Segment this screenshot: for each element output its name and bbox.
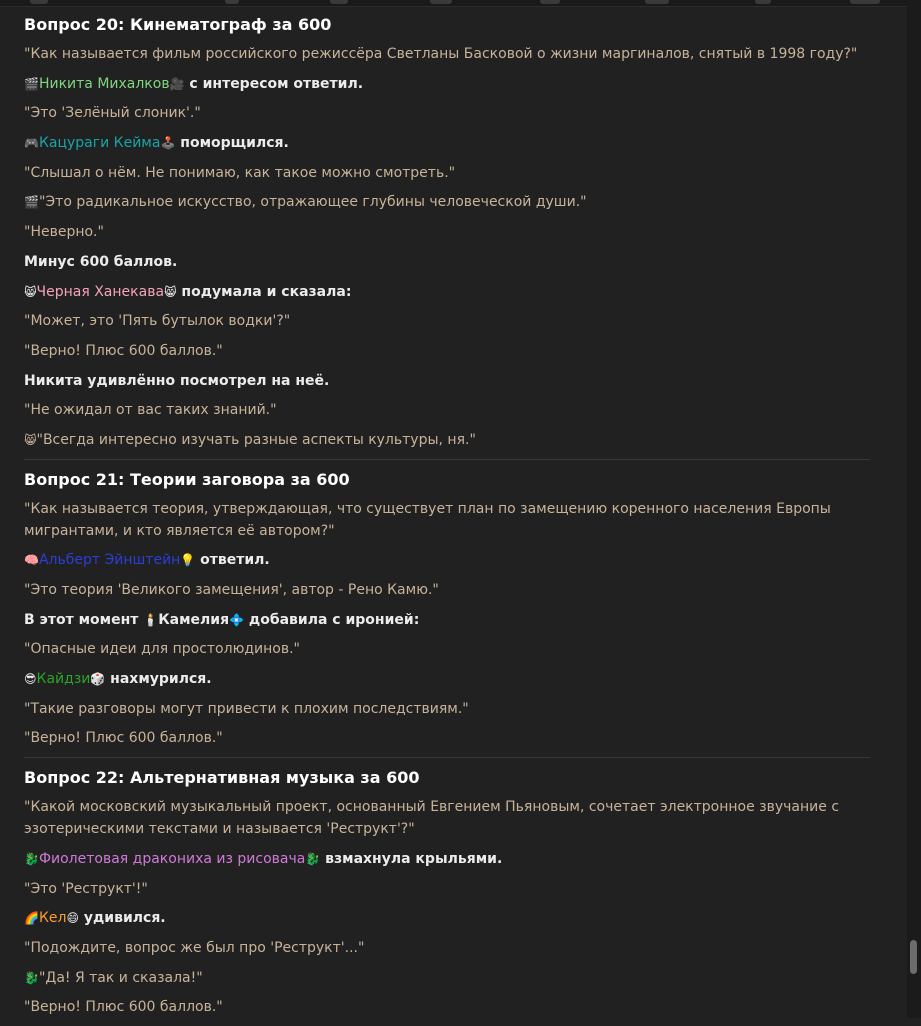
quote-line [24,579,894,601]
question-heading: Вопрос 20: Кинематограф за 600 [24,15,332,34]
character-name: Кацураги Кейма [38,135,161,152]
quote-text: "Верно! Плюс 600 баллов." [24,342,223,359]
quote-line [24,498,894,542]
quote-line [24,162,894,184]
quote-text: "Слышал о нём. Не понимаю, как такое можно смотреть." [24,164,456,181]
character-emoji-icon: 🕯️ [143,612,159,627]
quote-line [24,191,894,213]
action-text: нахмурился. [105,671,212,688]
quote-line [24,43,894,65]
quote-line [24,310,894,332]
action-line [24,848,894,870]
quote-text: "Верно! Плюс 600 баллов." [24,999,223,1016]
character-emoji-icon: 🐉 [305,851,321,866]
character-emoji-icon: 🐉 [24,851,39,866]
character-emoji-icon: 😄 [66,911,79,926]
character-name: Альберт Эйнштейн [38,552,181,569]
quote-line [24,698,894,720]
quote-text: "Всегда интересно изучать разные аспекты культуры, ня." [36,431,476,448]
section-divider [24,459,870,460]
quote-text: "Это 'Реструкт'!" [24,880,148,897]
action-text: добавила с иронией: [244,611,420,628]
quote-text: "Это 'Зелёный слоник'." [24,105,201,122]
quote-text: "Какой московский музыкальный проект, основанный Евгением Пьяновым, сочетает электронное звучание с эзотерическими текстами и называется 'Реструкт'?" [24,799,840,838]
speaker-emoji-icon: 🐉 [24,970,39,985]
quote-text: "Да! Я так и сказала!" [38,969,203,986]
character-name: Черная Ханекава [36,283,165,300]
toolbar-icon[interactable] [430,0,452,4]
narration-lead: В этот момент [24,611,144,628]
character-name: Камелия [158,611,230,628]
quote-text: "Может, это 'Пять бутылок водки'?" [24,313,291,330]
quote-text: "Это радикальное искусство, отражающее глубины человеческой души." [38,194,587,211]
section-divider [24,757,870,758]
quote-text: "Опасные идеи для простолюдинов." [24,641,300,658]
quote-line [24,796,894,840]
quote-line [24,727,894,749]
character-emoji-icon: 🎮 [24,136,39,151]
speaker-emoji-icon: 😸 [24,432,37,447]
toolbar-icon[interactable] [850,0,880,4]
action-text: удивился. [78,910,166,927]
character-emoji-icon: 😎 [24,672,37,687]
action-line [24,609,894,631]
quote-line [24,429,894,451]
character-emoji-icon: 😸 [24,284,37,299]
toolbar-icon[interactable] [225,0,239,4]
narration-line [24,251,894,273]
action-text: ответил. [195,552,270,569]
quote-text: "Неверно." [24,224,104,241]
quote-line [24,102,894,124]
quote-line [24,340,894,362]
narration-line [24,370,894,392]
quote-text: "Не ожидал от вас таких знаний." [24,402,277,419]
quote-text: "Подождите, вопрос же был про 'Реструкт'..." [24,939,365,956]
quote-line [24,399,894,421]
character-emoji-icon: 💡 [180,553,196,568]
quote-text: "Как называется теория, утверждающая, что существует план по замещению коренного населения Европы мигрантами, и кто является её автором?" [24,500,831,539]
toolbar-icon[interactable] [30,0,48,4]
quote-line [24,937,894,959]
scrollbar[interactable] [907,0,921,1018]
quote-line [24,878,894,900]
action-line [24,281,894,303]
character-emoji-icon: 🧠 [24,553,39,568]
chat-message-body [24,14,894,1026]
quote-text: "Это теория 'Великого замещения', автор - Рено Камю." [24,582,439,598]
narration-text: Никита удивлённо посмотрел на неё. [24,372,330,389]
character-name: Никита Михалков [38,75,170,92]
toolbar-icon[interactable] [645,0,669,4]
action-line [24,549,894,571]
action-line [24,132,894,154]
quote-text: "Верно! Плюс 600 баллов." [24,730,223,747]
quote-text: "Такие разговоры могут привести к плохим последствиям." [24,700,469,717]
character-emoji-icon: 🎲 [90,672,106,687]
character-name: Кайдзи [36,671,91,688]
quote-line [24,996,894,1018]
quote-line [24,638,894,660]
action-text: взмахнула крыльями. [320,850,503,867]
toolbar-icon[interactable] [330,0,348,4]
action-text: подумала и сказала: [176,283,352,300]
narration-text: Минус 600 баллов. [24,253,178,270]
speaker-emoji-icon: 🎬 [24,195,39,210]
action-line [24,668,894,690]
character-name: Фиолетовая дракониха из рисовача [38,850,306,867]
action-line [24,73,894,95]
toolbar-icon[interactable] [755,0,771,4]
character-emoji-icon: 😸 [164,284,177,299]
character-name: Кел [38,910,67,927]
character-emoji-icon: 🎬 [24,76,39,91]
quote-line [24,967,894,989]
toolbar-icon[interactable] [540,0,560,4]
character-emoji-icon: 🕹️ [160,136,176,151]
question-heading: Вопрос 21: Теории заговора за 600 [24,469,350,489]
action-text: поморщился. [175,135,289,152]
quote-line [24,221,894,243]
question-heading: Вопрос 22: Альтернативная музыка за 600 [24,768,420,788]
action-text: с интересом ответил. [184,75,364,92]
character-emoji-icon: 🎥 [169,76,185,91]
character-emoji-icon: 🌈 [24,911,39,926]
action-line [24,907,894,929]
top-toolbar [0,0,921,7]
scrollbar-thumb[interactable] [910,940,917,974]
quote-text: "Как называется фильм российского режиссёра Светланы Басковой о жизни маргиналов, снятый в 1998 году?" [24,46,858,62]
character-emoji-icon: 💠 [229,612,245,627]
